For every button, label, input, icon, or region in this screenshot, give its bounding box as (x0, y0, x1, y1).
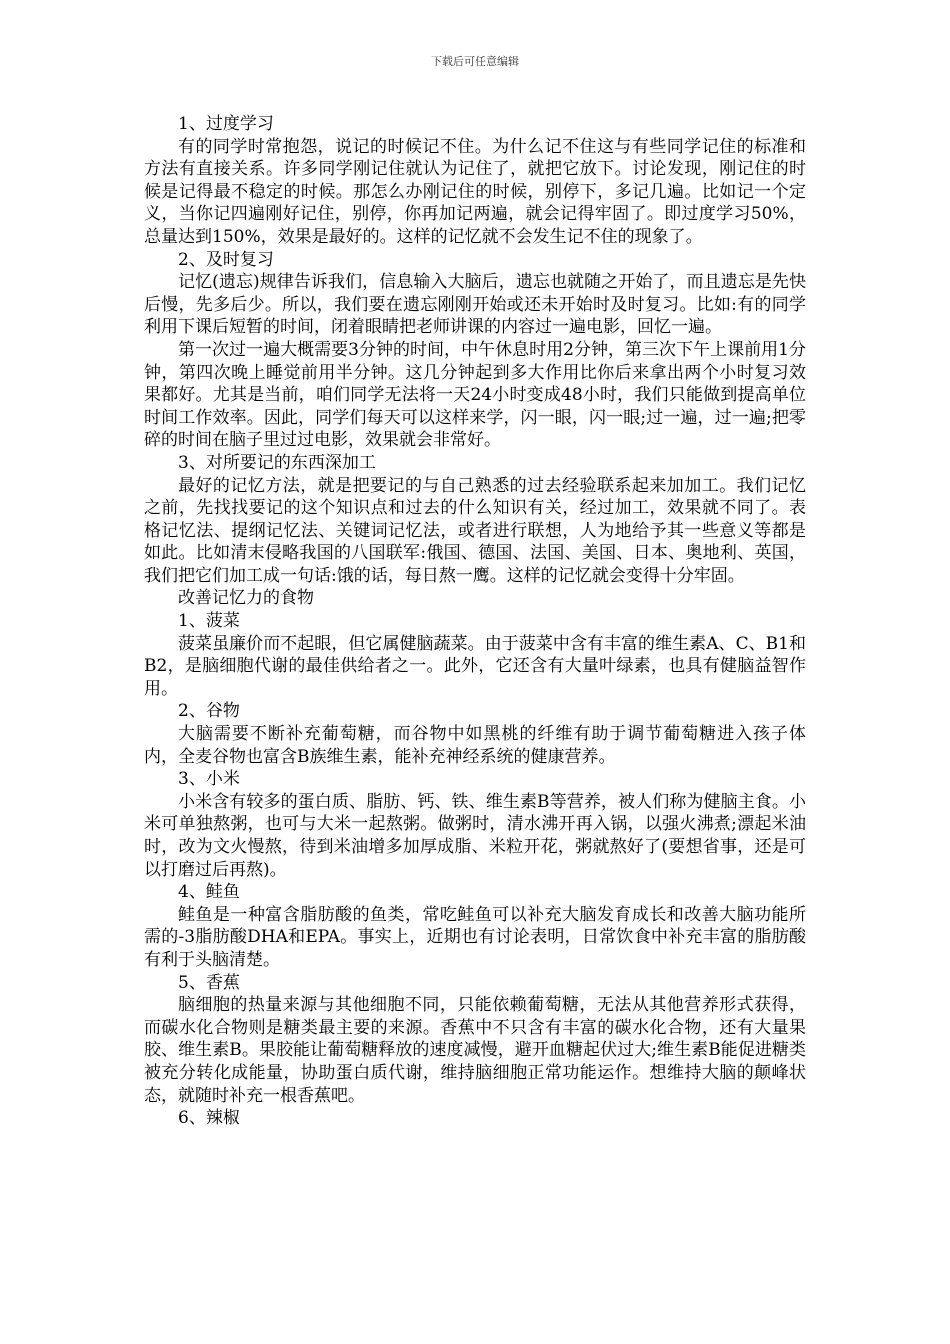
heading-spinach: 1、菠菜 (178, 611, 240, 632)
paragraph: 记忆(遗忘)规律告诉我们，信息输入大脑后，遗忘也就随之开始了，而且遗忘是先快后慢，先多后少。所以，我们要在遗忘刚刚开始或还未开始时及时复习。比如:有的同学利用下课后短暂的时间，闭着眼睛把老师讲课的内容过一遍电影，回忆一遍。 (144, 272, 806, 338)
heading-timely-review: 2、及时复习 (178, 249, 274, 270)
paragraph: 菠菜虽廉价而不起眼，但它属健脑蔬菜。由于菠菜中含有丰富的维生素A、C、B1和B2，是脑细胞代谢的最佳供给者之一。此外，它还含有大量叶绿素，也具有健脑益智作用。 (144, 633, 806, 699)
paragraph: 鲑鱼是一种富含脂肪酸的鱼类，常吃鲑鱼可以补充大脑发育成长和改善大脑功能所需的-3脂肪酸DHA和EPA。事实上，近期也有讨论表明，日常饮食中补充丰富的脂肪酸有利于头脑清楚。 (144, 904, 806, 970)
paragraph: 大脑需要不断补充葡萄糖，而谷物中如黑桃的纤维有助于调节葡萄糖进入孩子体内，全麦谷物也富含B族维生素，能补充神经系统的健康营养。 (144, 724, 806, 767)
paragraph: 有的同学时常抱怨，说记的时候记不住。为什么记不住这与有些同学记住的标准和方法有直接关系。许多同学刚记住就认为记住了，就把它放下。讨论发现，刚记住的时候是记得最不稳定的时候。那怎么办刚记住的时候，别停下，多记几遍。比如记一个定义，当你记四遍刚好记住，别停，你再加记两遍，就会记得牢固了。即过度学习50%，总量达到150%，效果是最好的。这样的记忆就不会发生记不住的现象了。 (144, 136, 806, 247)
heading-deep-processing: 3、对所要记的东西深加工 (178, 452, 376, 473)
paragraph: 小米含有较多的蛋白质、脂肪、钙、铁、维生素B等营养，被人们称为健脑主食。小米可单独熬粥，也可与大米一起熬粥。做粥时，清水沸开再入锅，以强火沸煮;漂起米油时，改为文火慢熬，待到米油增多加厚成脂、米粒开花，粥就熬好了(要想省事，还是可以打磨过后再熬)。 (144, 791, 806, 880)
page-header-note: 下载后可任意编辑 (431, 55, 519, 68)
document-body (144, 113, 806, 1130)
heading-millet: 3、小米 (178, 769, 240, 790)
heading-memory-foods: 改善记忆力的食物 (178, 588, 314, 609)
heading-chili: 6、辣椒 (178, 1108, 240, 1129)
heading-grains: 2、谷物 (178, 701, 240, 722)
paragraph: 第一次过一遍大概需要3分钟的时间，中午休息时用2分钟，第三次下午上课前用1分钟，第四次晚上睡觉前用半分钟。这几分钟起到多大作用比你后来拿出两个小时复习效果都好。尤其是当前，咱们同学无法将一天24小时变成48小时，我们只能做到提高单位时间工作效率。因此，同学们每天可以这样来学，闪一眼，闪一眼;过一遍，过一遍;把零碎的时间在脑子里过过电影，效果就会非常好。 (144, 339, 806, 451)
heading-over-learning: 1、过度学习 (178, 114, 274, 134)
heading-banana: 5、香蕉 (178, 972, 240, 993)
paragraph: 最好的记忆方法，就是把要记的与自己熟悉的过去经验联系起来加加工。我们记忆之前，先找找要记的这个知识点和过去的什么知识有关，经过加工，效果就不同了。表格记忆法、提纲记忆法、关键词记忆法，或者进行联想，人为地给予其一些意义等都是如此。比如清末侵略我国的八国联军:俄国、德国、法国、美国、日本、奥地利、英国，我们把它们加工成一句话:饿的话，每日熬一鹰。这样的记忆就会变得十分牢固。 (144, 475, 806, 586)
heading-salmon: 4、鲑鱼 (178, 882, 240, 903)
paragraph: 脑细胞的热量来源与其他细胞不同，只能依赖葡萄糖，无法从其他营养形式获得，而碳水化合物则是糖类最主要的来源。香蕉中不只含有丰富的碳水化合物，还有大量果胶、维生素B。果胶能让葡萄糖释放的速度减慢，避开血糖起伏过大;维生素B能促进糖类被充分转化成能量，协助蛋白质代谢，维持脑细胞正常功能运作。想维持大脑的颠峰状态，就随时补充一根香蕉吧。 (144, 995, 806, 1106)
